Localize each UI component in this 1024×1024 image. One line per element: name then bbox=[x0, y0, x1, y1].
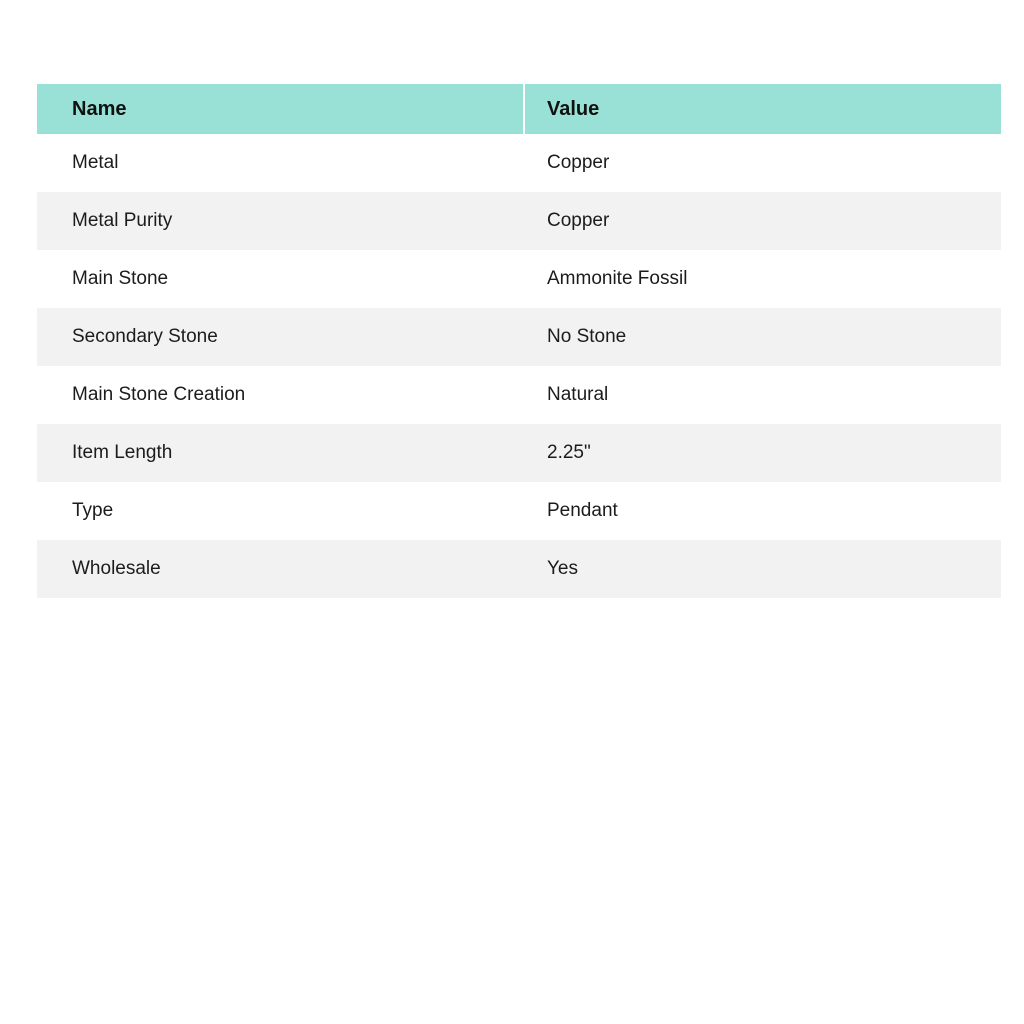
header-value-cell: Value bbox=[525, 84, 1001, 134]
row-name-cell: Main Stone bbox=[72, 268, 169, 289]
row-value-cell: Natural bbox=[547, 384, 609, 405]
product-specs-table bbox=[37, 84, 1001, 598]
row-name-cell: Main Stone Creation bbox=[72, 384, 246, 405]
table-row bbox=[37, 308, 1001, 366]
row-value-cell: Pendant bbox=[547, 500, 618, 521]
table-row bbox=[37, 482, 1001, 540]
row-name-cell: Metal Purity bbox=[72, 210, 173, 231]
row-name-cell: Wholesale bbox=[72, 558, 161, 579]
row-name-cell: Type bbox=[72, 500, 114, 521]
table-row bbox=[37, 424, 1001, 482]
row-value-cell: Copper bbox=[547, 152, 610, 173]
row-value-cell: No Stone bbox=[547, 326, 627, 347]
row-name-cell: Secondary Stone bbox=[72, 326, 218, 347]
header-name-cell: Name bbox=[37, 84, 523, 134]
row-value-cell: Ammonite Fossil bbox=[547, 268, 688, 289]
table-row bbox=[37, 366, 1001, 424]
table-row bbox=[37, 192, 1001, 250]
row-name-cell: Item Length bbox=[72, 442, 173, 463]
row-value-cell: 2.25" bbox=[547, 442, 591, 463]
table-row bbox=[37, 134, 1001, 192]
row-name-cell: Metal bbox=[72, 152, 119, 173]
table-row bbox=[37, 540, 1001, 598]
row-value-cell: Yes bbox=[547, 558, 578, 579]
table-header-row bbox=[37, 84, 1001, 134]
table-row bbox=[37, 250, 1001, 308]
row-value-cell: Copper bbox=[547, 210, 610, 231]
